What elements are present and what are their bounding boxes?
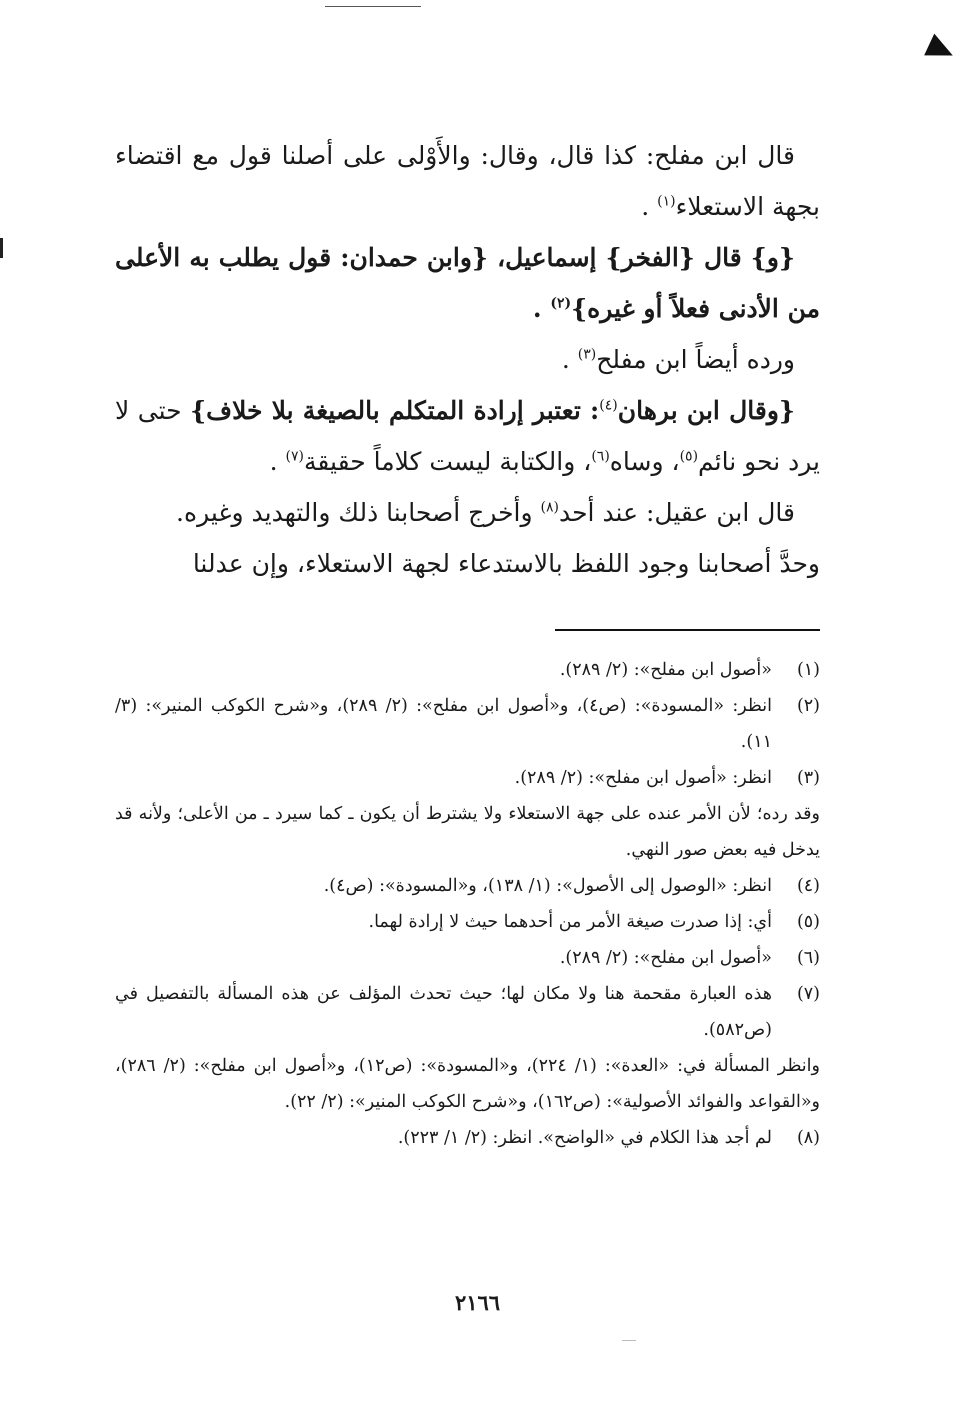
footnote-ref-5[interactable]: (٥)	[679, 448, 699, 465]
footnote-ref-3[interactable]: (٣)	[577, 346, 597, 363]
footnote-ref-1[interactable]: (١)	[657, 193, 676, 210]
footnote-ref-8[interactable]: (٨)	[540, 499, 559, 516]
paragraph-4: {وقال ابن برهان$^{(٤)}$: تعتبر إرادة المتكلم بالصيغة بلا خلاف} حتى لا يرد نحو نائم$^{(٥)}$، وساه$^{(٦)}$، والكتابة ليست كلاماً حقيقة$^{(٧)}$ .	[115, 396, 820, 476]
footnotes	[115, 652, 820, 1156]
paragraph-1: قال ابن مفلح: كذا قال، وقال: والأَوْلى على أصلنا قول مع اقتضاء بجهة الاستعلاء$^{(١)}$ .	[115, 141, 820, 221]
page-number: ٢١٦٦	[454, 1290, 501, 1315]
footnote-3-continuation: وقد رده؛ لأن الأمر عنده على جهة الاستعلاء ولا يشترط أن يكون ـ كما سيرد ـ من الأعلى؛ ولأنه قد يدخل فيه بعض صور النهي.	[115, 804, 820, 860]
top-rule	[325, 6, 421, 7]
bottom-mark	[622, 1340, 636, 1341]
footnote-2: (٢) انظر: «المسودة»: (ص٤)، و«أصول ابن مفلح»: (٢/ ٢٨٩)، و«شرح الكوكب المنير»: (٣/ ١١).	[115, 696, 820, 752]
footnote-ref-2[interactable]: (٢)	[550, 295, 572, 312]
footnote-separator	[555, 629, 820, 631]
footnote-6: (٦) «أصول ابن مفلح»: (٢/ ٢٨٩).	[559, 948, 820, 968]
paragraph-5: قال ابن عقيل: عند أحد$^{(٨)}$ وأخرج أصحابنا ذلك والتهديد وغيره.	[176, 498, 795, 527]
footnote-5: (٥) أي: إذا صدرت صيغة الأمر من أحدهما حيث لا إرادة لهما.	[368, 912, 820, 932]
footnote-1: (١) «أصول ابن مفلح»: (٢/ ٢٨٩).	[559, 660, 820, 680]
footnote-ref-4[interactable]: (٤)	[599, 397, 618, 414]
paragraph-3: ورده أيضاً ابن مفلح$^{(٣)}$ .	[561, 345, 795, 374]
main-text	[115, 130, 820, 589]
footnote-4: (٤) انظر: «الوصول إلى الأصول»: (١/ ١٣٨)، و«المسودة»: (ص٤).	[323, 876, 820, 896]
footnote-7: (٧) هذه العبارة مقحمة هنا ولا مكان لها؛ حيث تحدث المؤلف عن هذه المسألة بالتفصيل في (ص٥٨٢).	[115, 984, 820, 1040]
corner-arrow-icon	[924, 34, 955, 67]
footnote-8: (٨) لم أجد هذا الكلام في «الواضح». انظر: (٢/ ١/ ٢٢٣).	[397, 1128, 820, 1148]
paragraph-2: {و} قال {الفخر} إسماعيل، {وابن حمدان: قول يطلب به الأعلى من الأدنى فعلاً أو غيره}$^{(٢)}$ .	[115, 243, 820, 323]
footnote-3: (٣) انظر: «أصول ابن مفلح»: (٢/ ٢٨٩).	[514, 768, 820, 788]
footnote-7-continuation: وانظر المسألة في: «العدة»: (١/ ٢٢٤)، و«المسودة»: (ص١٢)، و«أصول ابن مفلح»: (٢/ ٢٨٦)، و«القواعد والفوائد الأصولية»: (ص١٦٢)، و«شرح الكوكب المنير»: (٢/ ٢٢).	[115, 1056, 820, 1112]
margin-mark	[0, 238, 3, 258]
footnote-ref-6[interactable]: (٦)	[591, 448, 610, 465]
paragraph-6: وحدَّ أصحابنا وجود اللفظ بالاستدعاء لجهة الاستعلاء، وإن عدلنا	[192, 549, 820, 578]
footnote-ref-7[interactable]: (٧)	[285, 448, 304, 465]
